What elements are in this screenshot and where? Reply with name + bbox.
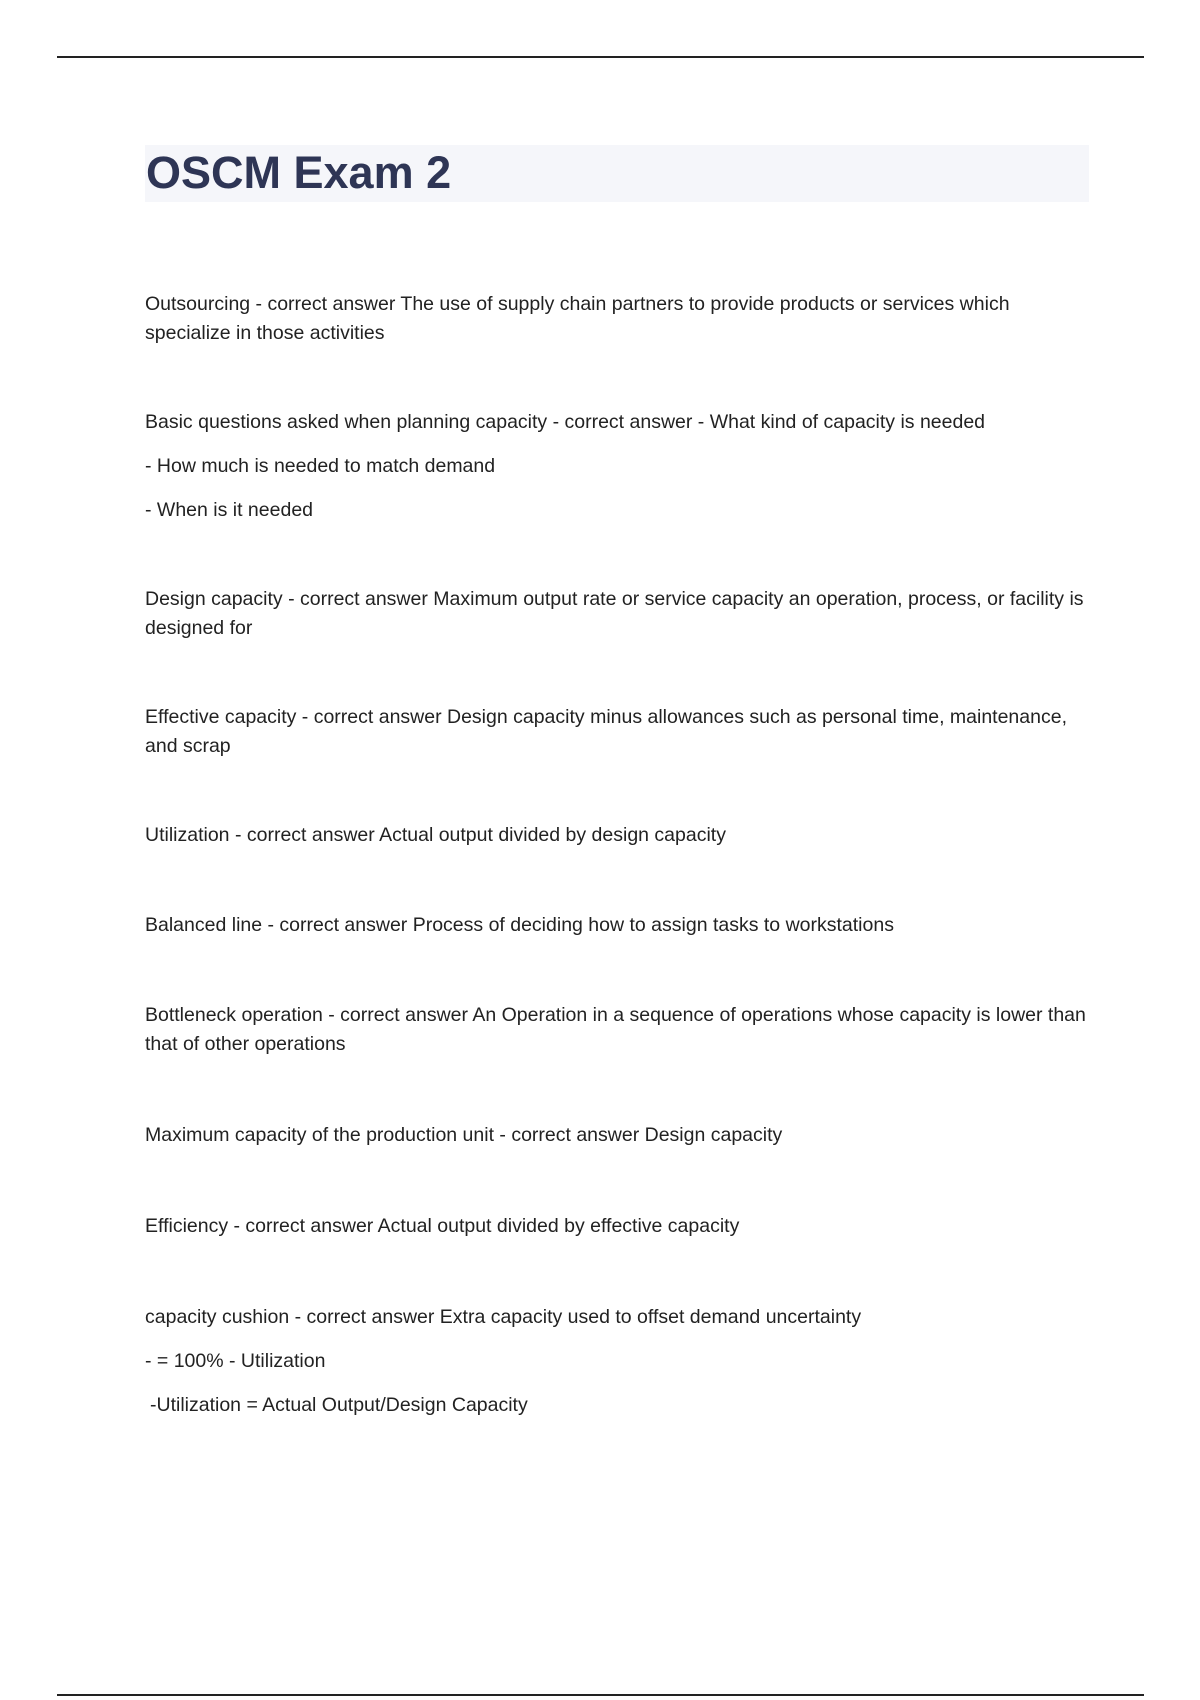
entry-text: Bottleneck operation - correct answer An Operation in a sequence of operations whose capacity is lower than that of other operations <box>145 1004 1086 1055</box>
entry-text: Balanced line - correct answer Process of deciding how to assign tasks to workstations <box>145 914 894 936</box>
entry-text: Effective capacity - correct answer Design capacity minus allowances such as personal time, maintenance, and scrap <box>145 706 1067 757</box>
qa-list <box>145 290 1090 1420</box>
page-title: OSCM Exam 2 <box>146 147 452 198</box>
qa-entry-outsourcing <box>145 290 1090 348</box>
entry-subline: - When is it needed <box>145 499 314 521</box>
qa-entry-maximum-capacity <box>145 1121 1090 1150</box>
entry-text: Utilization - correct answer Actual output divided by design capacity <box>145 824 726 846</box>
qa-entry-utilization <box>145 821 1090 850</box>
entry-text: Maximum capacity of the production unit - correct answer Design capacity <box>145 1124 783 1146</box>
bottom-rule <box>57 1694 1144 1696</box>
top-rule <box>57 56 1144 58</box>
entry-text: capacity cushion - correct answer Extra capacity used to offset demand uncertainty <box>145 1306 862 1328</box>
qa-entry-effective-capacity <box>145 703 1090 761</box>
qa-entry-capacity-cushion <box>145 1303 1090 1420</box>
entry-text: Outsourcing - correct answer The use of supply chain partners to provide products or services which specialize in those activities <box>145 293 1010 344</box>
entry-text: Basic questions asked when planning capacity - correct answer - What kind of capacity is needed <box>145 411 986 433</box>
qa-entry-design-capacity <box>145 585 1090 643</box>
qa-entry-bottleneck <box>145 1001 1090 1059</box>
entry-subline: -Utilization = Actual Output/Design Capacity <box>150 1394 528 1416</box>
entry-subline: - How much is needed to match demand <box>145 455 496 477</box>
entry-text: Efficiency - correct answer Actual output divided by effective capacity <box>145 1215 740 1237</box>
qa-entry-balanced-line <box>145 911 1090 940</box>
entry-text: Design capacity - correct answer Maximum output rate or service capacity an operation, process, or facility is designed for <box>145 588 1084 639</box>
qa-entry-capacity-questions <box>145 408 1090 525</box>
entry-subline: - = 100% - Utilization <box>145 1350 326 1372</box>
qa-entry-efficiency <box>145 1212 1090 1241</box>
